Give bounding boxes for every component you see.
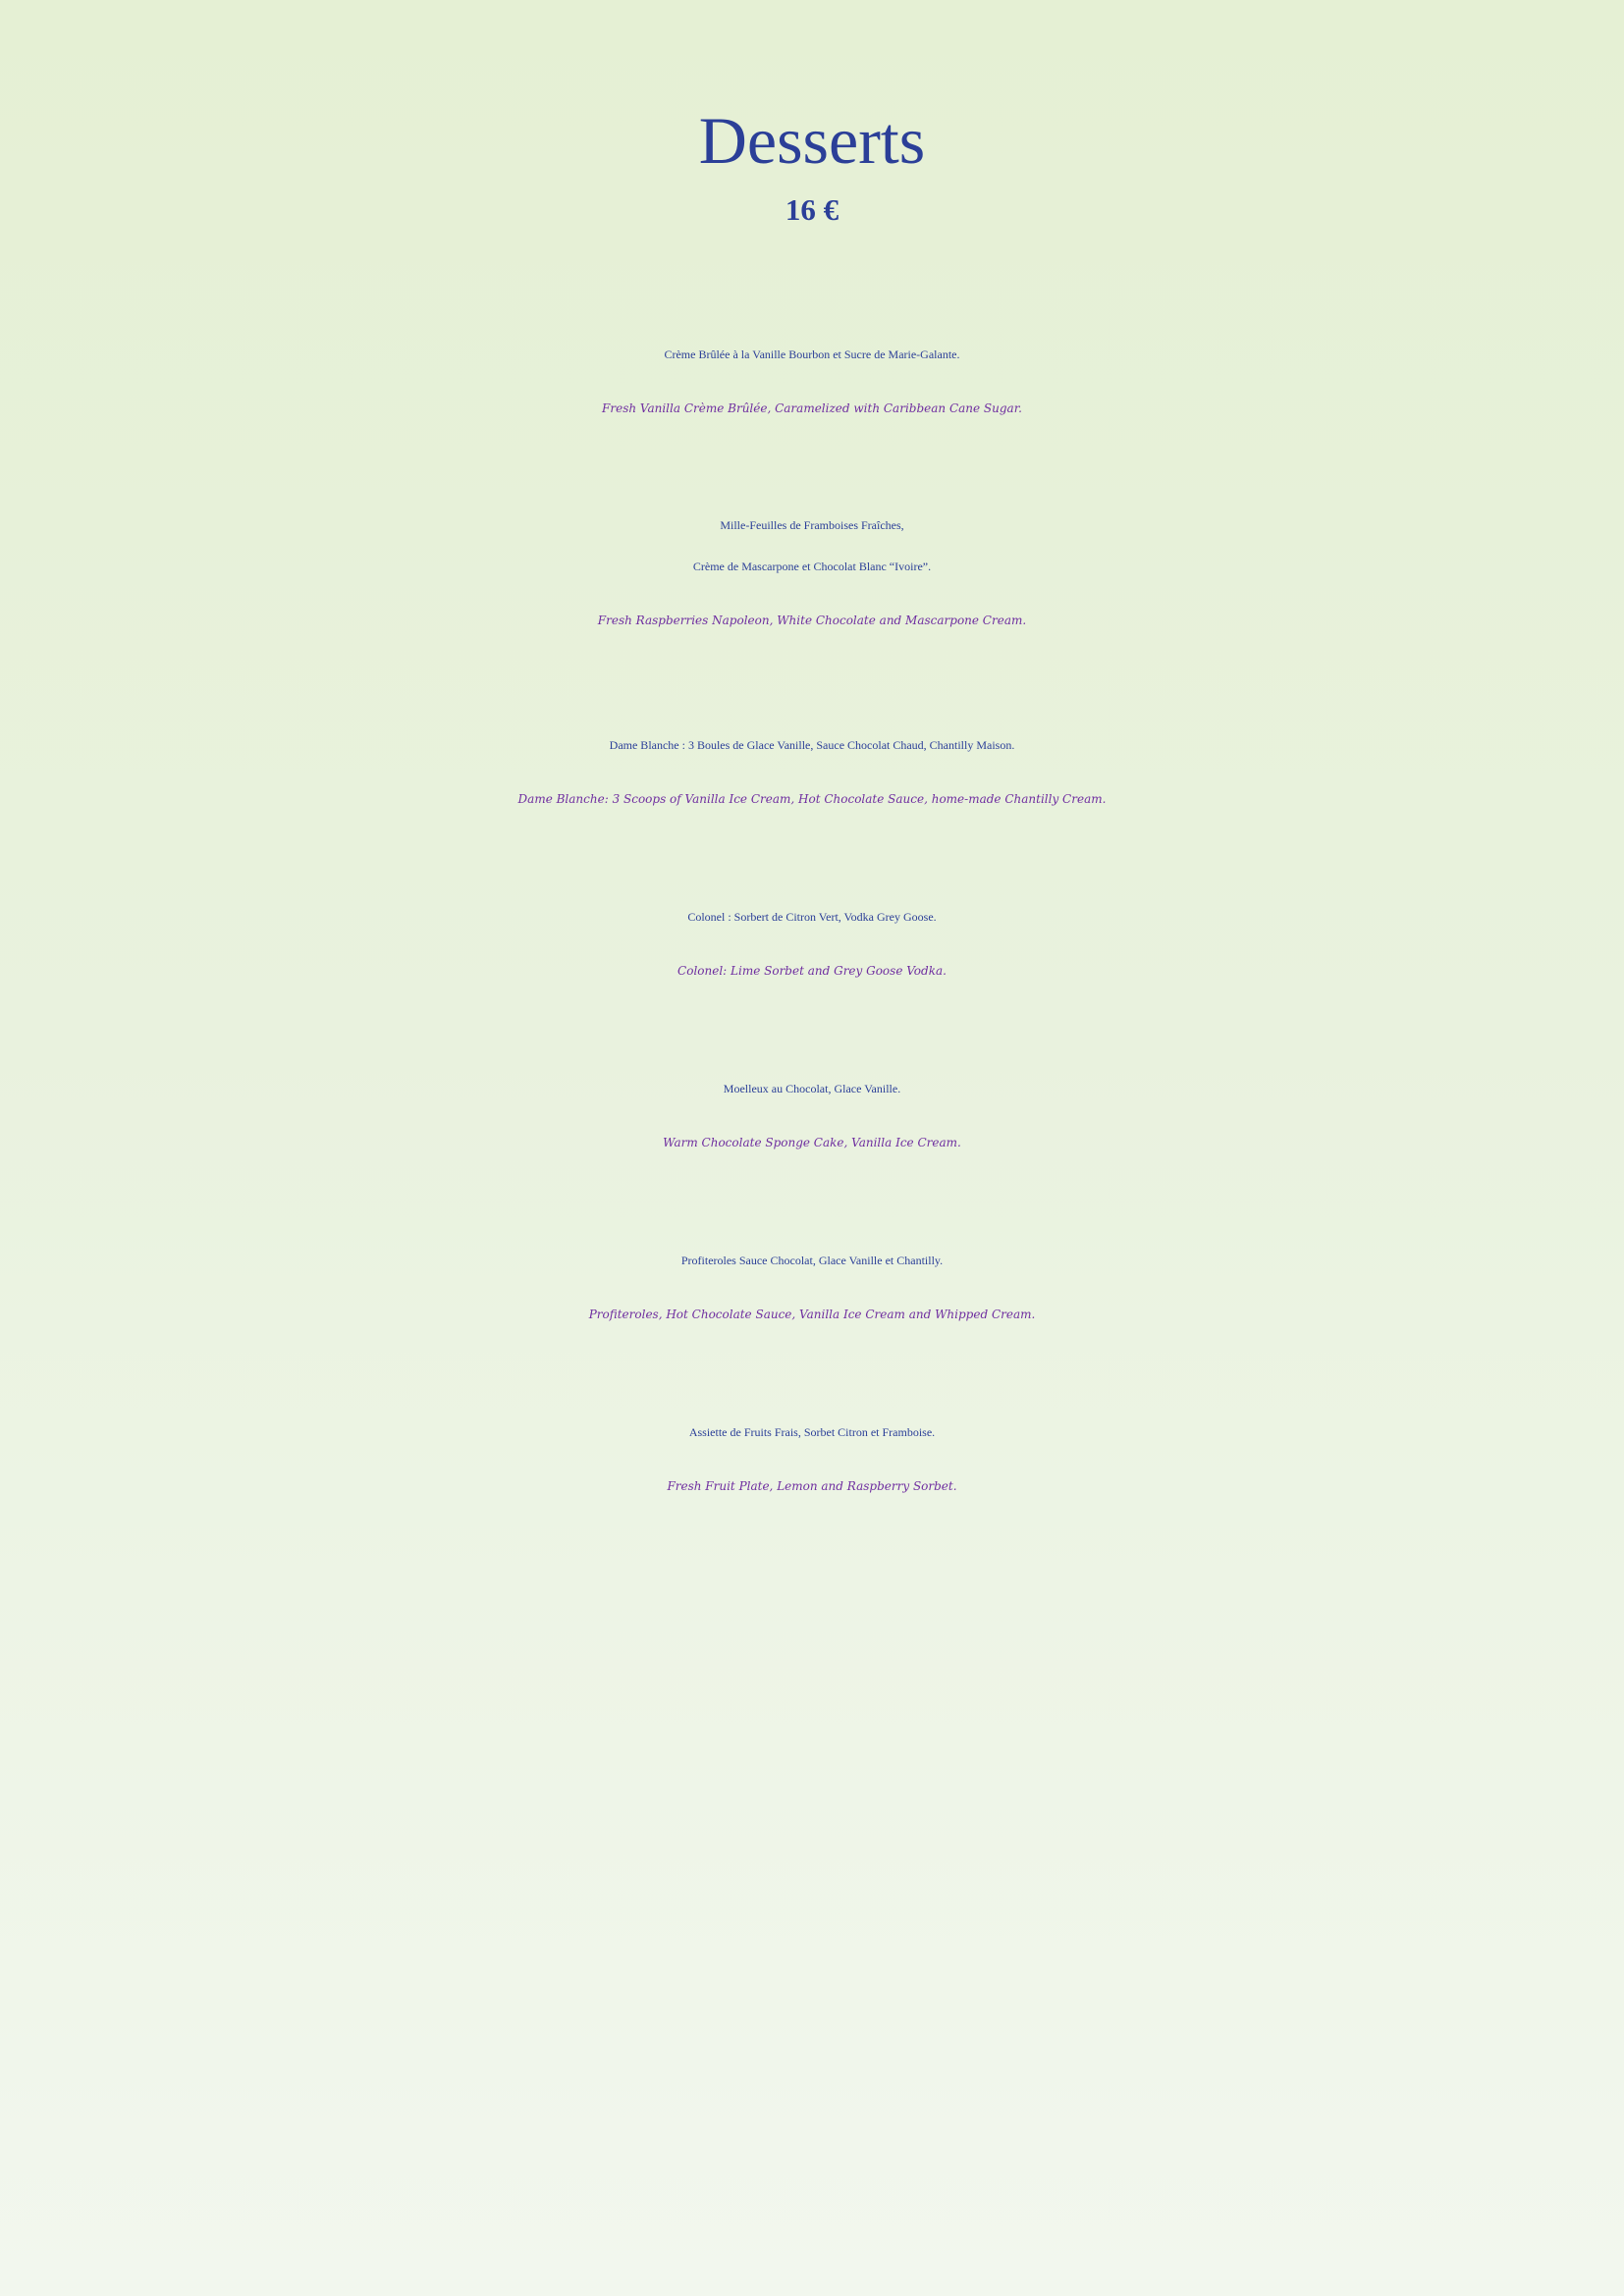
item-english-description: Warm Chocolate Sponge Cake, Vanilla Ice Cream.	[663, 1136, 961, 1149]
menu-item	[0, 1068, 1624, 1162]
item-french-line: Moelleux au Chocolat, Glace Vanille.	[723, 1082, 901, 1095]
item-english-description: Profiteroles, Hot Chocolate Sauce, Vanilla Ice Cream and Whipped Cream.	[588, 1308, 1036, 1321]
item-french-line: Profiteroles Sauce Chocolat, Glace Vanille et Chantilly.	[680, 1254, 944, 1267]
menu-item	[0, 1412, 1624, 1506]
menu-item	[0, 1240, 1624, 1334]
page-title: Desserts	[698, 103, 926, 178]
item-french-line: Crème de Mascarpone et Chocolat Blanc “Ivoire”.	[692, 560, 932, 573]
menu-item	[0, 505, 1624, 640]
menu-item	[0, 896, 1624, 990]
item-english-description: Fresh Raspberries Napoleon, White Chocolate and Mascarpone Cream.	[597, 614, 1027, 627]
item-french-line: Assiette de Fruits Frais, Sorbet Citron et Framboise.	[688, 1425, 936, 1439]
item-english-description: Fresh Fruit Plate, Lemon and Raspberry Sorbet.	[667, 1479, 957, 1493]
item-french-line: Crème Brûlée à la Vanille Bourbon et Sucre de Marie-Galante.	[664, 347, 960, 361]
item-french-line: Dame Blanche : 3 Boules de Glace Vanille, Sauce Chocolat Chaud, Chantilly Maison.	[609, 738, 1015, 752]
item-english-description: Colonel: Lime Sorbet and Grey Goose Vodka.	[677, 964, 947, 978]
item-english-description: Fresh Vanilla Crème Brûlée, Caramelized with Caribbean Cane Sugar.	[602, 401, 1022, 415]
item-french-line: Colonel : Sorbert de Citron Vert, Vodka Grey Goose.	[687, 910, 937, 924]
price-label: 16 €	[785, 192, 839, 227]
menu-item	[0, 334, 1624, 428]
menu-item	[0, 724, 1624, 819]
item-english-description: Dame Blanche: 3 Scoops of Vanilla Ice Cream, Hot Chocolate Sauce, home-made Chantilly Cream.	[517, 792, 1107, 806]
item-french-line: Mille-Feuilles de Framboises Fraîches,	[720, 518, 904, 532]
